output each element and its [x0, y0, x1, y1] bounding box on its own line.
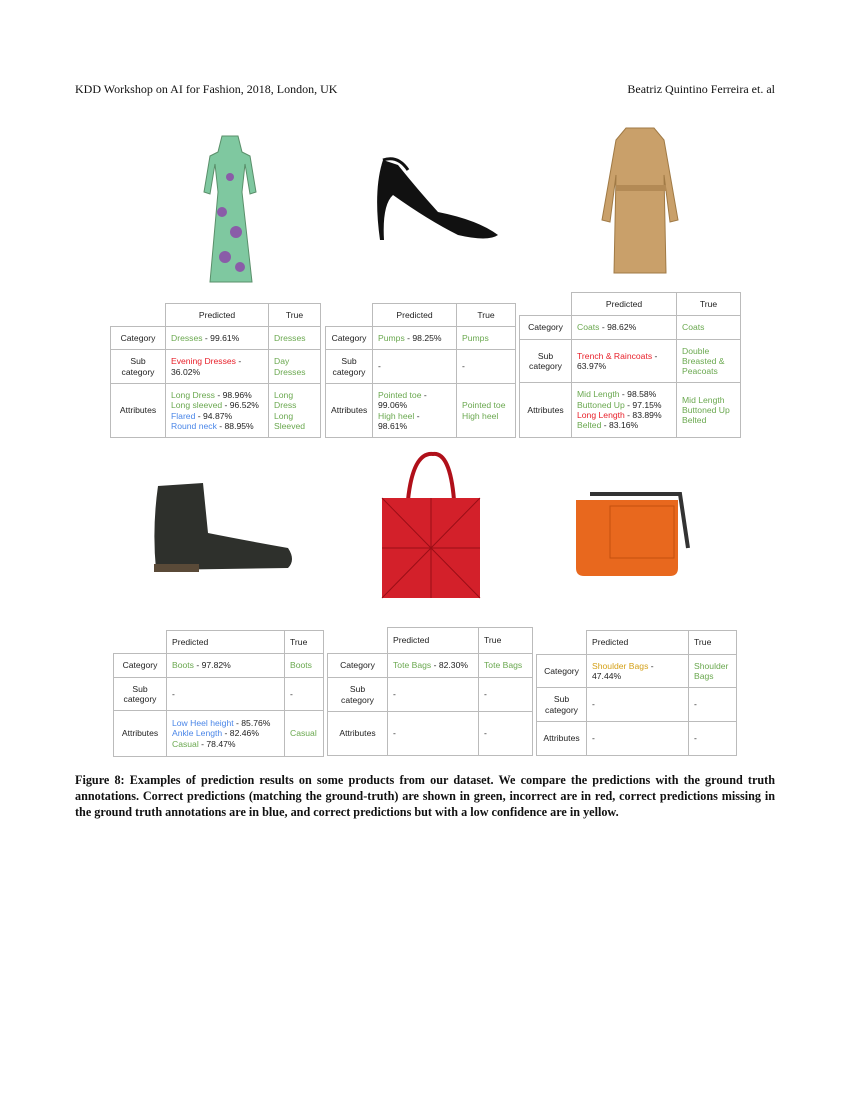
row-label: Sub category: [520, 340, 572, 383]
column-header-true: True: [285, 631, 324, 654]
cell-line: [172, 739, 279, 749]
label-correct: Dresses: [171, 332, 203, 343]
label-correct: Mid Length: [577, 389, 620, 400]
label-correct: Boots: [290, 660, 312, 671]
column-header-true: True: [479, 628, 533, 654]
tote-prediction-table: [327, 627, 533, 756]
predicted-cell: [373, 350, 457, 384]
confidence-value: - 83.16%: [601, 420, 639, 431]
predicted-cell: [388, 712, 479, 756]
label-correct: Long Dress: [274, 389, 297, 411]
label-correct: Belted: [682, 415, 707, 426]
predicted-cell: [166, 350, 269, 384]
row-label: Sub category: [537, 688, 587, 722]
confidence-value: -: [484, 689, 487, 700]
predicted-cell: [167, 678, 285, 711]
label-correct: Buttoned Up: [682, 404, 730, 415]
row-label: Sub category: [114, 678, 167, 711]
predicted-cell: [167, 711, 285, 757]
label-low_confidence: Shoulder Bags: [592, 660, 649, 671]
confidence-value: -: [393, 689, 396, 700]
table-row-category: [114, 654, 324, 678]
true-cell: [689, 722, 737, 756]
label-correct: Pointed toe: [378, 389, 422, 400]
table-header-row: [537, 631, 737, 655]
true-cell: [285, 711, 324, 757]
boots-prediction-table: [113, 630, 324, 757]
pumps-prediction-table: [325, 303, 516, 438]
column-header-predicted: Predicted: [373, 304, 457, 327]
table-row-attributes: [537, 722, 737, 756]
empty-corner-cell: [114, 631, 167, 654]
shoulder-bag-prediction-table: [536, 630, 737, 756]
label-missing: Ankle Length: [172, 728, 223, 739]
column-header-true: True: [677, 293, 741, 316]
true-cell: [479, 678, 533, 712]
row-label: Attributes: [520, 383, 572, 438]
cell-line: [274, 411, 315, 432]
table-row-sub: [537, 688, 737, 722]
cell-line: [577, 420, 671, 430]
confidence-value: - 82.30%: [431, 660, 469, 671]
true-cell: [285, 678, 324, 711]
coat-prediction-table: [519, 292, 741, 438]
cell-line: [694, 733, 731, 743]
cell-line: [290, 660, 318, 670]
column-header-predicted: Predicted: [166, 304, 269, 327]
label-correct: Double Breasted & Peacoats: [682, 345, 725, 377]
table-row-category: [520, 316, 741, 340]
table-header-row: [520, 293, 741, 316]
true-cell: [457, 327, 516, 350]
cell-line: [577, 351, 671, 372]
confidence-value: - 98.61%: [378, 410, 420, 431]
cell-line: [274, 356, 315, 377]
true-cell: [269, 350, 321, 384]
row-label: Attributes: [328, 712, 388, 756]
table-row-attributes: [114, 711, 324, 757]
label-incorrect: Evening Dresses: [171, 356, 236, 367]
label-correct: High heel: [462, 410, 499, 421]
label-correct: Tote Bags: [484, 660, 523, 671]
table-row-attributes: [111, 384, 321, 438]
predicted-cell: [572, 383, 677, 438]
table-row-category: [328, 654, 533, 678]
label-correct: Pumps: [462, 332, 489, 343]
table-row-attributes: [326, 384, 516, 438]
predicted-cell: [587, 688, 689, 722]
cell-line: [172, 718, 279, 728]
figure-caption: [75, 772, 775, 821]
cell-line: [171, 400, 263, 410]
predicted-cell: [388, 678, 479, 712]
row-label: Sub category: [326, 350, 373, 384]
row-label: Sub category: [111, 350, 166, 384]
column-header-predicted: Predicted: [587, 631, 689, 655]
row-label: Attributes: [114, 711, 167, 757]
row-label: Sub category: [328, 678, 388, 712]
cell-line: [484, 660, 527, 670]
label-missing: Flared: [171, 410, 196, 421]
table-row-attributes: [328, 712, 533, 756]
label-correct: Day Dresses: [274, 356, 306, 377]
predicted-cell: [373, 384, 457, 438]
confidence-value: - 63.97%: [577, 350, 658, 371]
cell-line: [393, 728, 473, 738]
row-label: Category: [326, 327, 373, 350]
cell-line: [682, 322, 735, 332]
confidence-value: - 47.44%: [592, 660, 654, 681]
true-cell: [689, 688, 737, 722]
cell-line: [378, 411, 451, 432]
label-incorrect: Long Length: [577, 410, 625, 420]
row-label: Category: [537, 655, 587, 688]
label-correct: Long sleeved: [171, 400, 223, 411]
label-correct: Pointed toe: [462, 400, 506, 411]
dress-image: [200, 132, 260, 287]
empty-corner-cell: [537, 631, 587, 655]
cell-line: [378, 390, 451, 411]
caption-text: Examples of prediction results on some products from our dataset. We compare the predictions with the ground truth annotations. Correct predictions (matching the ground-truth) are shown in green, incorrect are in red, correct predictions missing in the ground truth annotations are in blue, and correct predictions but with a low confidence are in yellow.: [75, 773, 775, 820]
table-row-attributes: [520, 383, 741, 438]
label-correct: Long Sleeved: [274, 410, 306, 431]
label-missing: Low Heel height: [172, 718, 234, 729]
predicted-cell: [373, 327, 457, 350]
cell-line: [462, 361, 510, 371]
confidence-value: -: [378, 361, 381, 372]
label-correct: Casual: [172, 738, 199, 749]
cell-line: [462, 411, 510, 421]
label-correct: Buttoned Up: [577, 399, 625, 410]
confidence-value: - 85.76%: [233, 718, 271, 729]
true-cell: [677, 383, 741, 438]
confidence-value: - 98.58%: [619, 389, 657, 400]
label-correct: Shoulder Bags: [694, 660, 729, 681]
cell-line: [577, 400, 671, 410]
predicted-cell: [166, 327, 269, 350]
table-header-row: [326, 304, 516, 327]
true-cell: [677, 340, 741, 383]
cell-line: [577, 322, 671, 332]
label-correct: Boots: [172, 660, 194, 671]
pumps-image: [368, 150, 503, 250]
true-cell: [269, 384, 321, 438]
label-correct: Coats: [577, 322, 600, 333]
confidence-value: - 97.15%: [624, 399, 662, 410]
cell-line: [172, 728, 279, 738]
true-cell: [677, 316, 741, 340]
row-label: Category: [328, 654, 388, 678]
column-header-predicted: Predicted: [572, 293, 677, 316]
cell-line: [484, 689, 527, 699]
predicted-cell: [587, 722, 689, 756]
boot-image: [148, 478, 298, 578]
empty-corner-cell: [326, 304, 373, 327]
confidence-value: -: [592, 733, 595, 744]
column-header-true: True: [689, 631, 737, 655]
label-correct: Belted: [577, 420, 602, 431]
true-cell: [269, 327, 321, 350]
row-label: Category: [520, 316, 572, 340]
confidence-value: - 98.25%: [404, 332, 442, 343]
table-row-category: [326, 327, 516, 350]
empty-corner-cell: [111, 304, 166, 327]
cell-line: [682, 395, 735, 405]
confidence-value: - 78.47%: [198, 738, 236, 749]
confidence-value: - 99.61%: [202, 332, 240, 343]
cell-line: [378, 361, 451, 371]
cell-line: [290, 728, 318, 738]
label-incorrect: Trench & Raincoats: [577, 350, 653, 361]
confidence-value: - 82.46%: [222, 728, 259, 739]
table-header-row: [111, 304, 321, 327]
column-header-predicted: Predicted: [388, 628, 479, 654]
cell-line: [694, 661, 731, 682]
cell-line: [172, 689, 279, 699]
cell-line: [290, 689, 318, 699]
cell-line: [171, 421, 263, 431]
label-correct: Tote Bags: [393, 660, 432, 671]
cell-line: [171, 411, 263, 421]
label-correct: Mid Length: [682, 394, 725, 405]
cell-line: [682, 415, 735, 425]
table-header-row: [328, 628, 533, 654]
confidence-value: -: [393, 728, 396, 739]
cell-line: [694, 699, 731, 709]
label-correct: Casual: [290, 728, 317, 739]
confidence-value: - 99.06%: [378, 389, 427, 411]
confidence-value: -: [694, 699, 697, 710]
table-row-sub: [111, 350, 321, 384]
label-correct: High heel: [378, 410, 415, 421]
cell-line: [274, 390, 315, 411]
cell-line: [592, 733, 683, 743]
predicted-cell: [167, 654, 285, 678]
confidence-value: - 83.89%: [624, 410, 662, 420]
label-correct: Pumps: [378, 332, 405, 343]
true-cell: [479, 654, 533, 678]
confidence-value: -: [694, 733, 697, 744]
shoulder-bag-image: [570, 488, 695, 580]
column-header-true: True: [269, 304, 321, 327]
table-header-row: [114, 631, 324, 654]
cell-line: [378, 333, 451, 343]
dress-prediction-table: [110, 303, 321, 438]
predicted-cell: [572, 316, 677, 340]
confidence-value: - 96.52%: [222, 400, 259, 411]
row-label: Attributes: [326, 384, 373, 438]
label-correct: Coats: [682, 322, 705, 333]
row-label: Category: [114, 654, 167, 678]
column-header-predicted: Predicted: [167, 631, 285, 654]
label-correct: Dresses: [274, 332, 306, 343]
true-cell: [479, 712, 533, 756]
table-row-sub: [326, 350, 516, 384]
table-row-sub: [114, 678, 324, 711]
row-label: Attributes: [537, 722, 587, 756]
confidence-value: - 97.82%: [193, 660, 231, 671]
cell-line: [682, 405, 735, 415]
coat-image: [598, 125, 683, 275]
cell-line: [592, 699, 683, 709]
row-label: Attributes: [111, 384, 166, 438]
confidence-value: - 94.87%: [195, 410, 233, 421]
cell-line: [577, 389, 671, 399]
predicted-cell: [587, 655, 689, 688]
caption-label: Figure 8:: [75, 773, 125, 787]
confidence-value: - 98.96%: [214, 389, 252, 400]
true-cell: [689, 655, 737, 688]
confidence-value: - 36.02%: [171, 356, 242, 377]
true-cell: [457, 384, 516, 438]
cell-line: [274, 333, 315, 343]
column-header-true: True: [457, 304, 516, 327]
predicted-cell: [166, 384, 269, 438]
confidence-value: -: [484, 728, 487, 739]
cell-line: [462, 400, 510, 410]
cell-line: [393, 660, 473, 670]
confidence-value: -: [172, 688, 175, 699]
confidence-value: - 88.95%: [216, 420, 254, 431]
tote-bag-image: [378, 450, 484, 602]
cell-line: [462, 333, 510, 343]
predicted-cell: [572, 340, 677, 383]
cell-line: [171, 356, 263, 377]
table-row-category: [111, 327, 321, 350]
empty-corner-cell: [520, 293, 572, 316]
confidence-value: -: [290, 688, 293, 699]
true-cell: [285, 654, 324, 678]
table-row-sub: [328, 678, 533, 712]
cell-line: [171, 390, 263, 400]
label-missing: Round neck: [171, 420, 217, 431]
confidence-value: -: [462, 361, 465, 372]
running-header-right: Beatriz Quintino Ferreira et. al: [627, 82, 775, 96]
predicted-cell: [388, 654, 479, 678]
cell-line: [577, 410, 671, 420]
cell-line: [171, 333, 263, 343]
cell-line: [682, 346, 735, 377]
running-header-left: KDD Workshop on AI for Fashion, 2018, London, UK: [75, 82, 338, 96]
table-row-category: [537, 655, 737, 688]
table-row-sub: [520, 340, 741, 383]
confidence-value: -: [592, 699, 595, 710]
cell-line: [484, 728, 527, 738]
confidence-value: - 98.62%: [599, 322, 637, 333]
cell-line: [172, 660, 279, 670]
empty-corner-cell: [328, 628, 388, 654]
cell-line: [393, 689, 473, 699]
label-correct: Long Dress: [171, 389, 215, 400]
cell-line: [592, 661, 683, 682]
true-cell: [457, 350, 516, 384]
row-label: Category: [111, 327, 166, 350]
